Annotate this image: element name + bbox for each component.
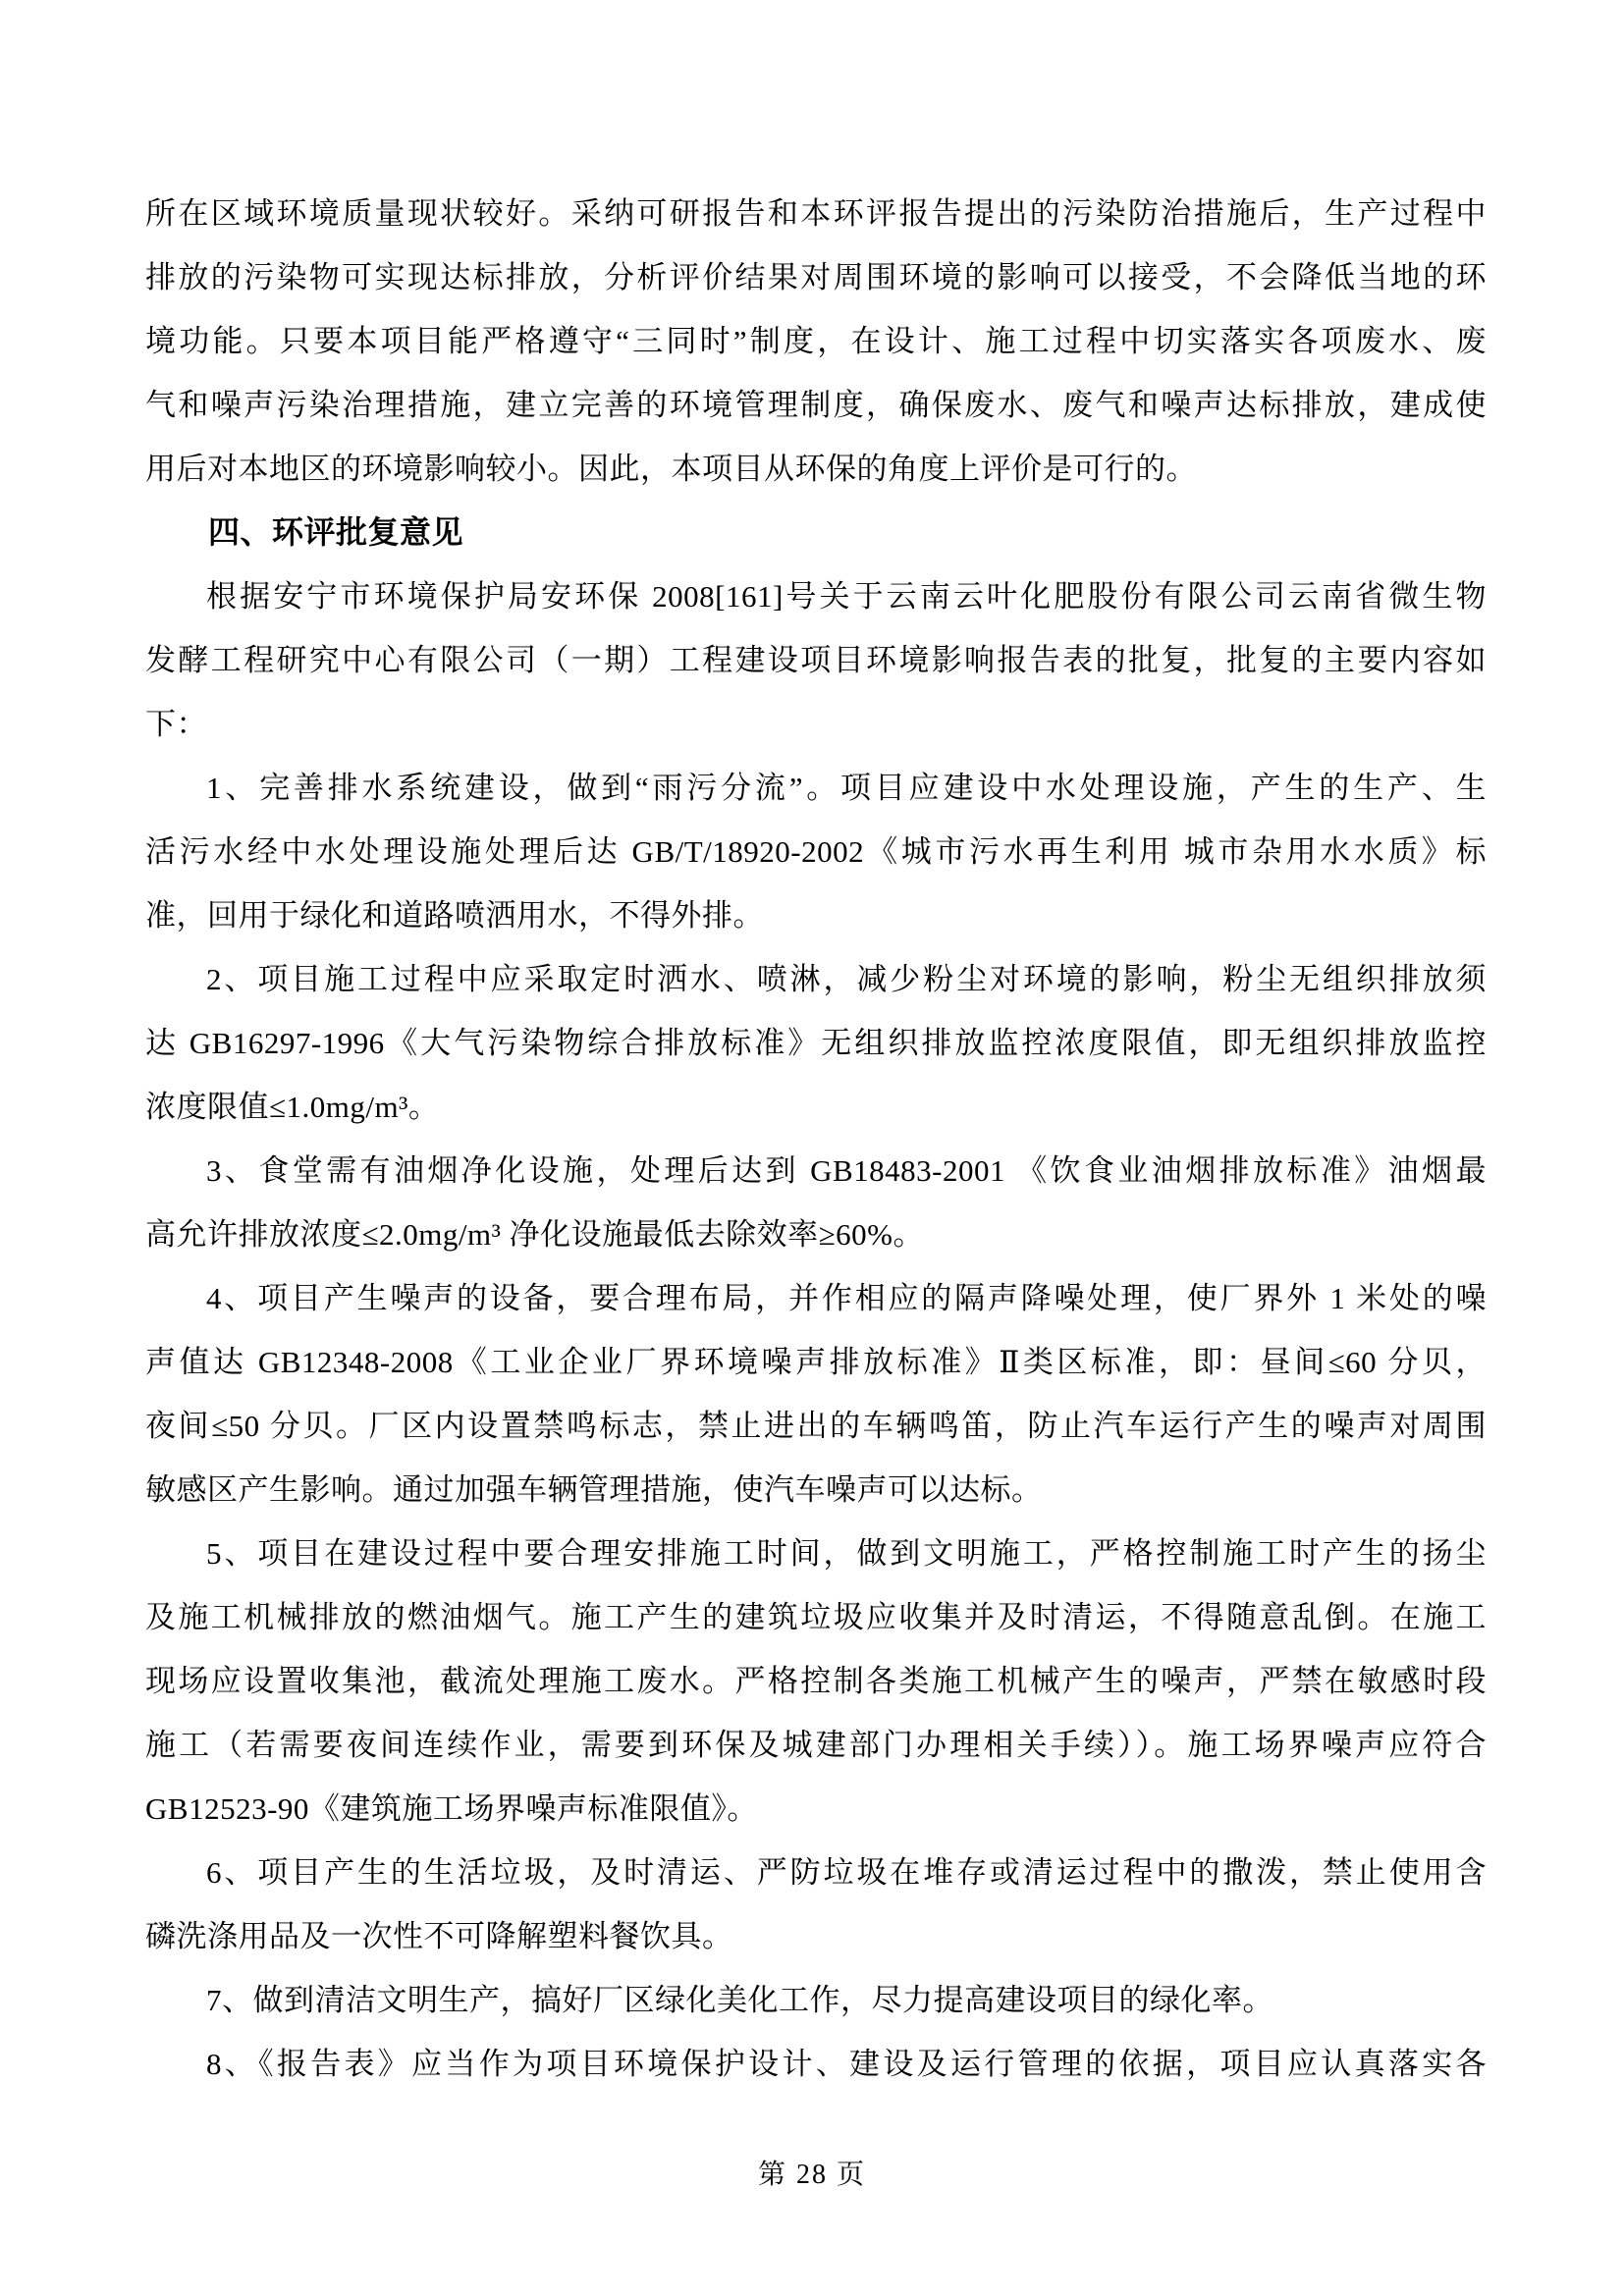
item-7-greening-line: 7、做到清洁文明生产，搞好厂区绿化美化工作，尽力提高建设项目的绿化率。 xyxy=(206,1983,1273,2017)
paragraph-conclusion-line: 所在区域环境质量现状较好。采纳可研报告和本环评报告提出的污染防治措施后，生产过程中 xyxy=(145,196,1487,231)
paragraph-conclusion-line: 排放的污染物可实现达标排放，分析评价结果对周围环境的影响可以接受，不会降低当地的环 xyxy=(145,260,1487,294)
item-3-canteen-fume-line: 高允许排放浓度≤2.0mg/m³ 净化设施最低去除效率≥60%。 xyxy=(145,1217,924,1252)
page-number: 第 28 页 xyxy=(757,2160,866,2190)
item-1-drainage-line: 1、完善排水系统建设，做到“雨污分流”。项目应建设中水处理设施，产生的生产、生 xyxy=(206,771,1487,805)
section-heading-approval-opinions-line: 四、环评批复意见 xyxy=(208,514,464,550)
paragraph-approval-intro-line: 发酵工程研究中心有限公司（一期）工程建设项目环境影响报告表的批复，批复的主要内容如 xyxy=(145,643,1487,677)
paragraph-approval-intro-line: 下： xyxy=(145,707,207,741)
item-5-construction-line: GB12523-90《建筑施工场界噪声标准限值》。 xyxy=(145,1791,758,1826)
item-2-dust-line: 达 GB16297-1996《大气污染物综合排放标准》无组织排放监控浓度限值，即无组织排放监控 xyxy=(145,1026,1487,1060)
item-5-construction-line: 5、项目在建设过程中要合理安排施工时间，做到文明施工，严格控制施工时产生的扬尘 xyxy=(206,1536,1487,1571)
paragraph-conclusion-line: 气和噪声污染治理措施，建立完善的环境管理制度，确保废水、废气和噪声达标排放，建成使 xyxy=(145,388,1487,422)
item-4-noise-line: 夜间≤50 分贝。厂区内设置禁鸣标志，禁止进出的车辆鸣笛，防止汽车运行产生的噪声对周围 xyxy=(145,1409,1487,1443)
paragraph-conclusion-line: 用后对本地区的环境影响较小。因此，本项目从环保的角度上评价是可行的。 xyxy=(145,452,1197,486)
item-8-report-basis-line: 8、《报告表》应当作为项目环境保护设计、建设及运行管理的依据，项目应认真落实各 xyxy=(206,2047,1487,2081)
paragraph-conclusion-line: 境功能。只要本项目能严格遵守“三同时”制度，在设计、施工过程中切实落实各项废水、废 xyxy=(145,324,1487,358)
item-1-drainage-line: 活污水经中水处理设施处理后达 GB/T/18920-2002《城市污水再生利用 城市杂用水水质》标 xyxy=(145,834,1487,869)
item-5-construction-line: 及施工机械排放的燃油烟气。施工产生的建筑垃圾应收集并及时清运，不得随意乱倒。在施工 xyxy=(145,1600,1487,1634)
item-5-construction-line: 现场应设置收集池，截流处理施工废水。严格控制各类施工机械产生的噪声，严禁在敏感时段 xyxy=(145,1664,1487,1698)
item-2-dust-line: 2、项目施工过程中应采取定时洒水、喷淋，减少粉尘对环境的影响，粉尘无组织排放须 xyxy=(206,962,1487,996)
item-4-noise-line: 4、项目产生噪声的设备，要合理布局，并作相应的隔声降噪处理，使厂界外 1 米处的噪 xyxy=(206,1281,1487,1315)
item-6-garbage-line: 6、项目产生的生活垃圾，及时清运、严防垃圾在堆存或清运过程中的撒泼，禁止使用含 xyxy=(206,1855,1487,1890)
item-5-construction-line: 施工（若需要夜间连续作业，需要到环保及城建部门办理相关手续））。施工场界噪声应符合 xyxy=(145,1728,1487,1762)
item-3-canteen-fume-line: 3、食堂需有油烟净化设施，处理后达到 GB18483-2001 《饮食业油烟排放标准》油烟最 xyxy=(206,1153,1487,1188)
item-1-drainage-line: 准，回用于绿化和道路喷洒用水，不得外排。 xyxy=(145,898,764,933)
item-4-noise-line: 敏感区产生影响。通过加强车辆管理措施，使汽车噪声可以达标。 xyxy=(145,1472,1043,1507)
item-4-noise-line: 声值达 GB12348-2008《工业企业厂界环境噪声排放标准》Ⅱ类区标准，即：昼间≤60 分贝， xyxy=(145,1345,1487,1379)
document-body xyxy=(145,182,1487,2096)
item-6-garbage-line: 磷洗涤用品及一次性不可降解塑料餐饮具。 xyxy=(145,1919,733,1953)
paragraph-approval-intro-line: 根据安宁市环境保护局安环保 2008[161]号关于云南云叶化肥股份有限公司云南省微生物 xyxy=(206,579,1487,614)
item-2-dust-line: 浓度限值≤1.0mg/m³。 xyxy=(145,1090,440,1124)
